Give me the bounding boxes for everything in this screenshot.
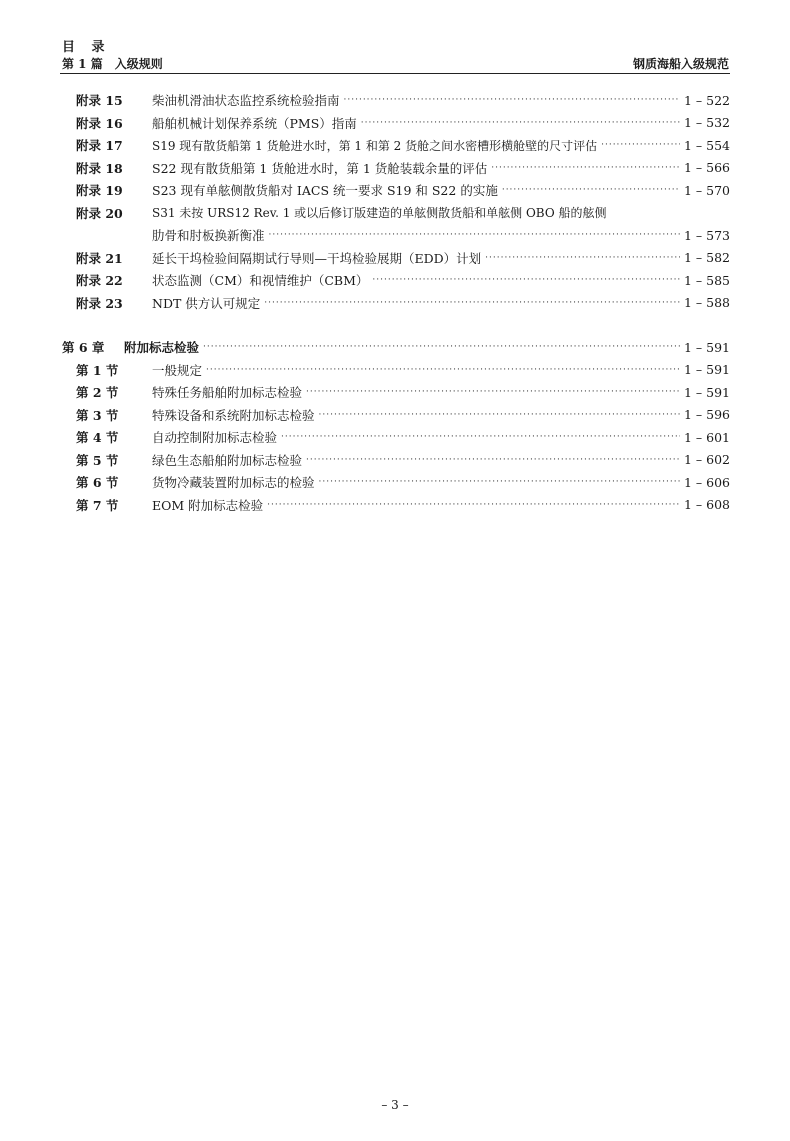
dot-leader (269, 230, 680, 240)
header-part-label: 第 1 篇 入级规则 (62, 57, 163, 71)
entry-title: 状态监测（CM）和视情维护（CBM） (152, 273, 369, 289)
entry-label: 附录 17 (76, 138, 123, 154)
page-number: – 3 – (381, 1098, 409, 1112)
entry-page: 1 – 582 (683, 250, 730, 266)
entry-page: 1 – 570 (683, 182, 730, 198)
section-page: 1 – 602 (683, 452, 730, 468)
toc-entry-chapter-6[interactable] (62, 336, 730, 359)
entry-page: 1 – 554 (683, 137, 730, 153)
section-title: 一般规定 (152, 362, 203, 378)
section-label: 第 6 节 (76, 475, 119, 491)
dot-leader (372, 275, 680, 285)
chapter-page: 1 – 591 (683, 339, 730, 355)
chapter-6-block (62, 336, 730, 516)
dot-leader (306, 387, 680, 397)
section-title: 自动控制附加标志检验 (152, 430, 278, 446)
toc-entry-appendix-19[interactable] (62, 179, 730, 202)
dot-leader (203, 342, 680, 352)
entry-label: 附录 20 (76, 205, 123, 221)
toc-entry-appendix-22[interactable] (62, 269, 730, 292)
toc-entry-appendix-23[interactable] (62, 292, 730, 315)
toc-entry-section-4[interactable] (62, 426, 730, 449)
chapter-label: 第 6 章 (62, 340, 105, 356)
section-page: 1 – 596 (683, 407, 730, 423)
entry-title: S22 现有散货船第 1 货舱进水时，第 1 货舱装载余量的评估 (152, 160, 488, 176)
section-label: 第 7 节 (76, 497, 119, 513)
toc-entry-appendix-15[interactable] (62, 89, 730, 112)
entry-label: 附录 15 (76, 93, 123, 109)
dot-leader (361, 118, 680, 128)
dot-leader (491, 163, 680, 173)
section-label: 第 1 节 (76, 362, 119, 378)
dot-leader (502, 185, 680, 195)
toc-entry-appendix-21[interactable] (62, 247, 730, 270)
dot-leader (267, 500, 680, 510)
entry-title: NDT 供方认可规定 (152, 295, 261, 311)
header-rule (60, 73, 730, 74)
toc-entry-section-6[interactable] (62, 471, 730, 494)
section-title: 货物冷藏装置附加标志的检验 (152, 475, 315, 491)
dot-leader (281, 432, 680, 442)
dot-leader (264, 298, 680, 308)
section-title: EOM 附加标志检验 (152, 497, 264, 513)
entry-label: 附录 16 (76, 115, 123, 131)
dot-leader (601, 140, 680, 150)
entry-page: 1 – 522 (683, 92, 730, 108)
entry-title: S31 未按 URS12 Rev. 1 或以后修订版建造的单舷侧散货船和单舷侧 OBO 船的舷侧 (152, 206, 607, 221)
dot-leader (306, 455, 680, 465)
entry-label: 附录 18 (76, 160, 123, 176)
toc-entry-section-5[interactable] (62, 449, 730, 472)
chapter-title: 附加标志检验 (124, 340, 200, 356)
section-page: 1 – 591 (683, 384, 730, 400)
section-page: 1 – 601 (683, 429, 730, 445)
dot-leader (485, 253, 680, 263)
entry-page: 1 – 573 (683, 227, 730, 243)
toc-entry-appendix-16[interactable] (62, 112, 730, 135)
entry-page: 1 – 566 (683, 160, 730, 176)
dot-leader (344, 95, 680, 105)
header-title: 目 录 (62, 40, 111, 55)
entry-title: S23 现有单舷侧散货船对 IACS 统一要求 S19 和 S22 的实施 (152, 183, 498, 199)
entry-label: 附录 19 (76, 183, 123, 199)
section-label: 第 5 节 (76, 452, 119, 468)
toc-entry-appendix-20[interactable] (62, 202, 730, 225)
section-page: 1 – 591 (683, 362, 730, 378)
toc-entry-section-7[interactable] (62, 494, 730, 517)
appendix-list (62, 89, 730, 314)
section-title: 绿色生态船舶附加标志检验 (152, 452, 303, 468)
dot-leader (319, 477, 680, 487)
toc-entry-appendix-20-continued[interactable] (62, 224, 730, 247)
section-label: 第 3 节 (76, 407, 119, 423)
header-book-title: 钢质海船入级规范 (632, 57, 729, 71)
toc-entry-appendix-17[interactable] (62, 134, 730, 157)
entry-label: 附录 22 (76, 273, 123, 289)
entry-title: 船舶机械计划保养系统（PMS）指南 (152, 115, 357, 131)
dot-leader (206, 365, 680, 375)
entry-title: 柴油机滑油状态监控系统检验指南 (152, 93, 340, 109)
entry-title: 延长干坞检验间隔期试行导则—干坞检验展期（EDD）计划 (152, 250, 482, 266)
toc-entry-section-3[interactable] (62, 404, 730, 427)
entry-label: 附录 21 (76, 250, 123, 266)
toc-entry-appendix-18[interactable] (62, 157, 730, 180)
section-title: 特殊设备和系统附加标志检验 (152, 407, 315, 423)
toc-entry-section-2[interactable] (62, 381, 730, 404)
entry-page: 1 – 532 (683, 115, 730, 131)
section-title: 特殊任务船舶附加标志检验 (152, 385, 303, 401)
section-page: 1 – 608 (683, 497, 730, 513)
entry-page: 1 – 588 (683, 295, 730, 311)
entry-label: 附录 23 (76, 295, 123, 311)
entry-title: S19 现有散货船第 1 货舱进水时，第 1 和第 2 货舱之间水密槽形横舱壁的尺寸评估 (152, 138, 598, 153)
entry-title-continued: 肋骨和肘板换新衡准 (152, 228, 265, 244)
section-label: 第 2 节 (76, 385, 119, 401)
dot-leader (319, 410, 680, 420)
entry-page: 1 – 585 (683, 272, 730, 288)
section-label: 第 4 节 (76, 430, 119, 446)
toc-entry-section-1[interactable] (62, 359, 730, 382)
section-page: 1 – 606 (683, 474, 730, 490)
